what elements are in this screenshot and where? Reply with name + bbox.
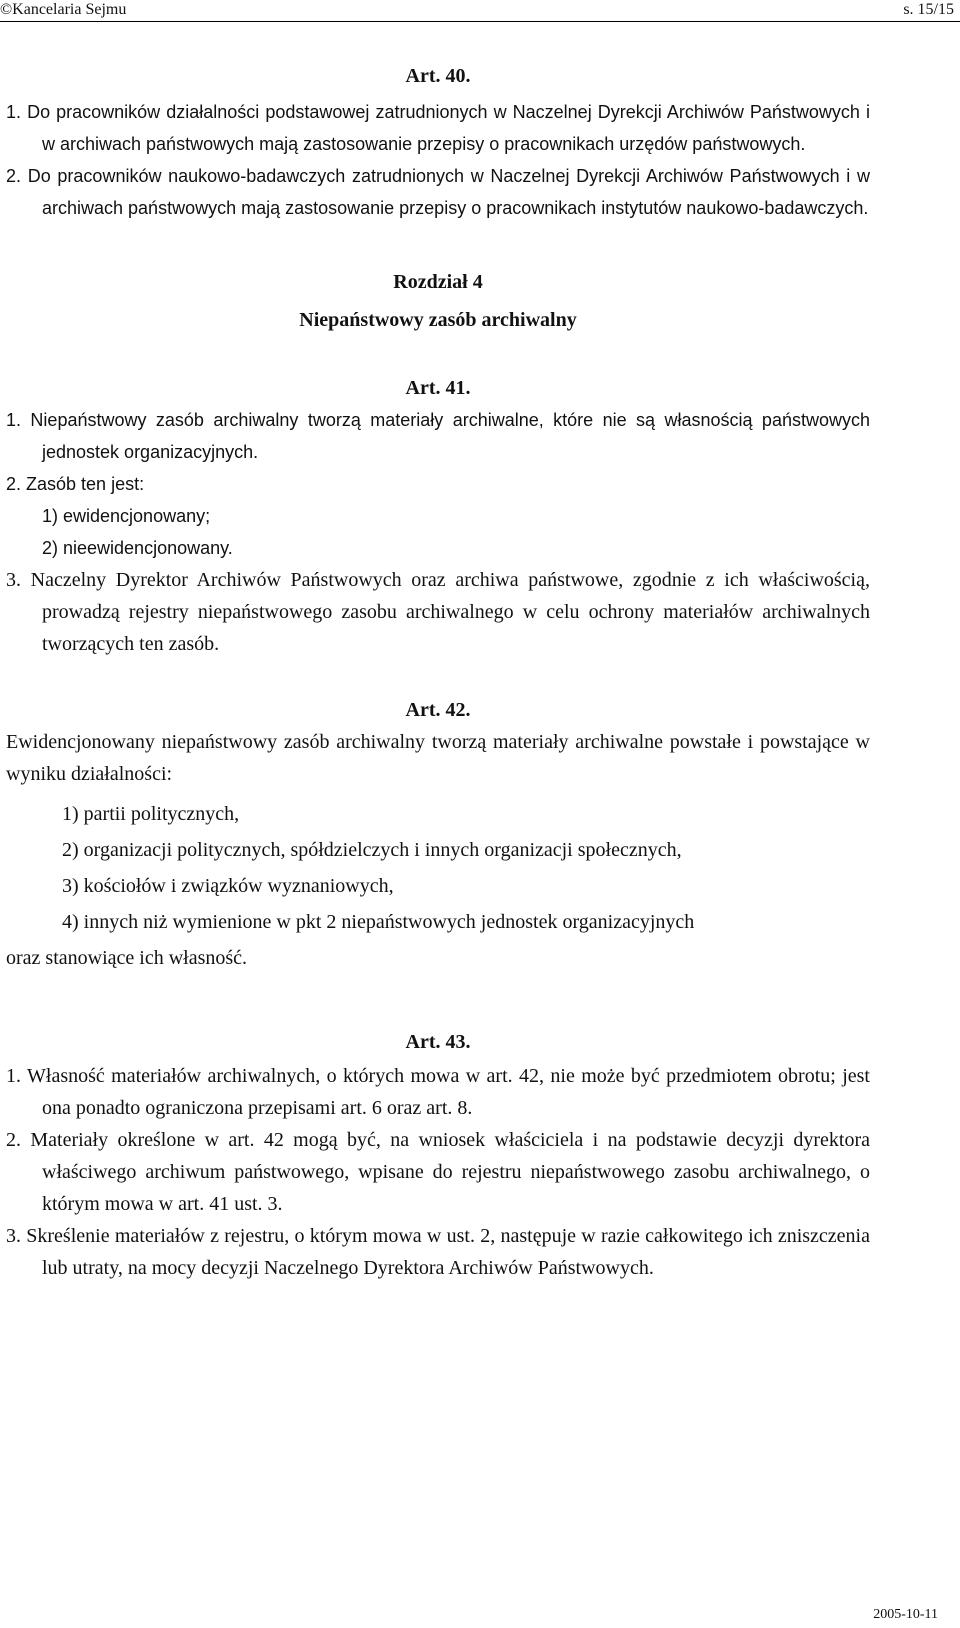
header-divider: [0, 21, 960, 22]
article-40-paragraph-1: 1. Do pracowników działalności podstawowej zatrudnionych w Naczelnej Dyrekcji Archiwów Państwowych i w archiwach państwowych mają zastosowanie przepisy o pracownikach urzędów państwowych.: [6, 102, 870, 154]
article-41-paragraph-1: 1. Niepaństwowy zasób archiwalny tworzą materiały archiwalne, które nie są własnością państwowych jednostek organizacyjnych.: [6, 410, 870, 462]
article-42-title: Art. 42.: [405, 699, 471, 721]
article-43-paragraph-2: 2. Materiały określone w art. 42 mogą być, na wniosek właściciela i na podstawie decyzji dyrektora właściwego archiwum państwowego, wpisane do rejestru niepaństwowego zasobu archiwalnego, o którym mowa w art. 41 ust. 3.: [6, 1129, 870, 1215]
article-42-point-2: 2) organizacji politycznych, spółdzielczych i innych organizacji społecznych,: [62, 839, 682, 861]
article-43-paragraph-3: 3. Skreślenie materiałów z rejestru, o którym mowa w ust. 2, następuje w razie całkowitego ich zniszczenia lub utraty, na mocy decyzji Naczelnego Dyrektora Archiwów Państwowych.: [6, 1225, 870, 1279]
article-41-point-1: 1) ewidencjonowany;: [42, 506, 211, 526]
article-42-point-3: 3) kościołów i związków wyznaniowych,: [62, 875, 394, 897]
page-header: [0, 0, 960, 22]
article-42-point-1: 1) partii politycznych,: [62, 803, 240, 825]
chapter-title: Niepaństwowy zasób archiwalny: [299, 309, 577, 331]
page-number: s. 15/15: [903, 1, 954, 18]
article-43-title: Art. 43.: [405, 1031, 471, 1053]
article-43-paragraph-1: 1. Własność materiałów archiwalnych, o których mowa w art. 42, nie może być przedmiotem obrotu; jest ona ponadto ograniczona przepisami art. 6 oraz art. 8.: [6, 1065, 870, 1119]
document-body: [6, 64, 870, 1284]
article-41-title: Art. 41.: [405, 377, 471, 399]
chapter-number: Rozdział 4: [393, 271, 483, 293]
footer-date: 2005-10-11: [873, 1607, 938, 1622]
article-42-point-4: 4) innych niż wymienione w pkt 2 niepaństwowych jednostek organizacyjnych: [62, 911, 695, 933]
article-42-intro: Ewidencjonowany niepaństwowy zasób archiwalny tworzą materiały archiwalne powstałe i powstające w wyniku działalności:: [6, 731, 870, 785]
article-40-paragraph-2: 2. Do pracowników naukowo-badawczych zatrudnionych w Naczelnej Dyrekcji Archiwów Państwowych i w archiwach państwowych mają zastosowanie przepisy o pracownikach instytutów naukowo-badawczych.: [6, 166, 870, 218]
article-42-outro: oraz stanowiące ich własność.: [6, 947, 248, 969]
article-41-paragraph-3: 3. Naczelny Dyrektor Archiwów Państwowych oraz archiwa państwowe, zgodnie z ich właściwością, prowadzą rejestry niepaństwowego zasobu archiwalnego w celu ochrony materiałów archiwalnych tworzących ten zasób.: [6, 569, 870, 655]
article-41-point-2: 2) nieewidencjonowany.: [42, 538, 233, 558]
article-40-title: Art. 40.: [405, 65, 471, 87]
copyright-text: ©Kancelaria Sejmu: [0, 1, 127, 18]
article-41-paragraph-2: 2. Zasób ten jest:: [6, 474, 145, 494]
